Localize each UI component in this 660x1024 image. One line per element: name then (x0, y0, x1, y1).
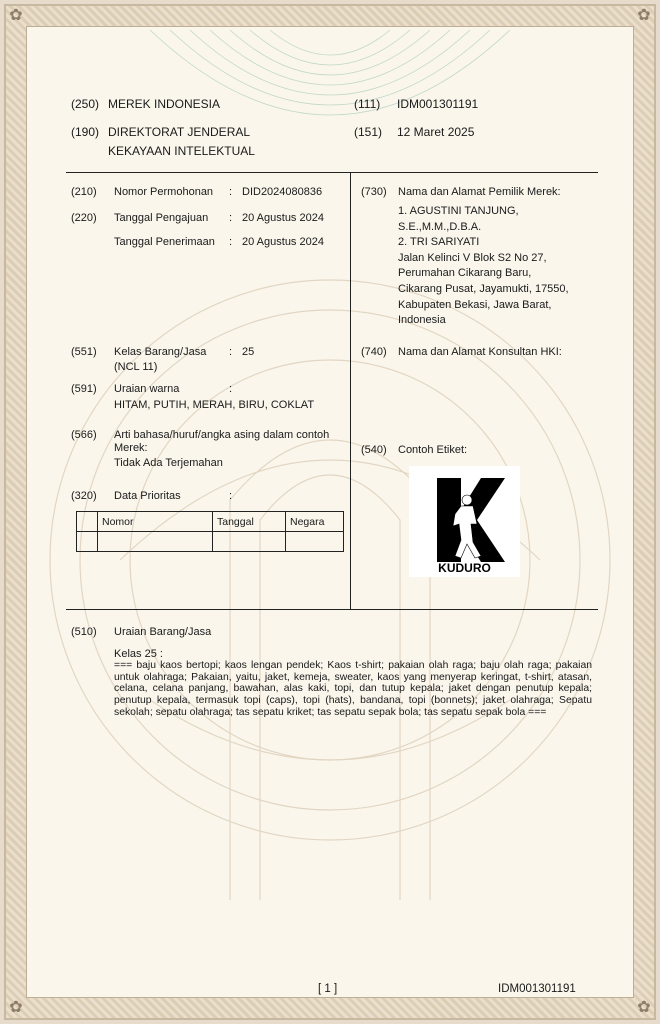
table-header-tanggal: Tanggal (213, 512, 286, 532)
code-730: (730) (361, 186, 387, 198)
code-551: (551) (71, 346, 97, 358)
corner-ornament-icon: ✿ (637, 7, 651, 24)
divider (66, 172, 598, 173)
code-220: (220) (71, 212, 97, 224)
owner-line: Cikarang Pusat, Jayamukti, 17550, (398, 282, 569, 295)
registration-number: IDM001301191 (397, 97, 479, 111)
foreign-meaning-label-2: Merek: (114, 442, 148, 454)
color-value: HITAM, PUTIH, MERAH, BIRU, COKLAT (114, 399, 315, 411)
corner-ornament-icon: ✿ (9, 7, 23, 24)
color-label: Uraian warna (114, 383, 180, 395)
etiket-label: Contoh Etiket: (398, 444, 468, 456)
goods-description: === baju kaos bertopi; kaos lengan pendek; Kaos t-shirt; pakaian olah raga; baju olah raga; pakaian untuk olahraga; Pakaian, yaitu, jaket, kemeja, sweater, kaos yang menyerap keringat, t-shirt, atasan, celana, celana panjang, bawahan, alas kaki, topi, dan tutup kepala; jaket dengan penutup kepala; penutup kepala, termasuk topi (caps), topi (hats), bandana, topi (bonnets); jaket olahraga; Sepatu sekolah; sepatu olahraga; tas sepatu kriket; tas sepatu sepak bola; tas sepatu sepak bola === (114, 660, 592, 718)
table-cell (286, 532, 344, 552)
colon: : (229, 212, 233, 224)
code-190: (190) (71, 125, 100, 139)
table-cell (98, 532, 213, 552)
owner-line: 2. TRI SARIYATI (398, 236, 480, 249)
application-number-label: Nomor Permohonan (114, 186, 214, 198)
owner-line: Indonesia (398, 314, 446, 327)
owner-line: S.E.,M.M.,D.B.A. (398, 220, 482, 233)
code-566: (566) (71, 429, 97, 441)
owner-label: Nama dan Alamat Pemilik Merek: (398, 186, 561, 198)
merek-indonesia-title: MEREK INDONESIA (108, 97, 221, 111)
class-title: Kelas 25 : (114, 648, 163, 660)
code-740: (740) (361, 346, 387, 358)
footer-registration-number: IDM001301191 (498, 983, 576, 995)
goods-label: Uraian Barang/Jasa (114, 626, 212, 638)
ncl-edition: (NCL 11) (114, 361, 158, 373)
table-cell (77, 532, 98, 552)
class-value: 25 (242, 346, 255, 358)
code-320: (320) (71, 490, 97, 502)
receipt-date-label: Tanggal Penerimaan (114, 236, 215, 248)
kuduro-logo-icon (409, 466, 520, 577)
foreign-meaning-value: Tidak Ada Terjemahan (114, 457, 223, 469)
colon: : (229, 346, 233, 358)
registration-date: 12 Maret 2025 (397, 125, 475, 139)
owner-line: Jalan Kelinci V Blok S2 No 27, (398, 251, 547, 264)
code-591: (591) (71, 383, 97, 395)
colon: : (229, 236, 233, 248)
trademark-logo (409, 466, 520, 577)
table-row (77, 532, 344, 552)
code-151: (151) (354, 125, 383, 139)
application-number-value: DID2024080836 (242, 186, 323, 198)
divider (66, 609, 598, 610)
colon: : (229, 490, 233, 502)
page-number: [ 1 ] (318, 983, 338, 995)
owner-line: Kabupaten Bekasi, Jawa Barat, (398, 298, 552, 311)
consultant-label: Nama dan Alamat Konsultan HKI: (398, 346, 562, 358)
table-header-row (77, 512, 344, 532)
filing-date-value: 20 Agustus 2024 (242, 212, 324, 224)
foreign-meaning-label: Arti bahasa/huruf/angka asing dalam contoh (114, 429, 330, 441)
colon: : (229, 186, 233, 198)
corner-ornament-icon: ✿ (637, 999, 651, 1016)
priority-table (76, 511, 344, 552)
priority-label: Data Prioritas (114, 490, 181, 502)
directorate-line-2: KEKAYAAN INTELEKTUAL (108, 144, 255, 158)
class-label: Kelas Barang/Jasa (114, 346, 207, 358)
code-540: (540) (361, 444, 387, 456)
colon: : (229, 383, 233, 395)
owner-line: 1. AGUSTINI TANJUNG, (398, 205, 519, 217)
table-cell (213, 532, 286, 552)
filing-date-label: Tanggal Pengajuan (114, 212, 209, 224)
table-header-nomor: Nomor (98, 512, 213, 532)
code-210: (210) (71, 186, 97, 198)
code-510: (510) (71, 626, 97, 638)
column-divider (350, 172, 351, 609)
code-250: (250) (71, 97, 100, 111)
corner-ornament-icon: ✿ (9, 999, 23, 1016)
code-111: (111) (354, 97, 381, 111)
receipt-date-value: 20 Agustus 2024 (242, 236, 324, 248)
directorate-line-1: DIREKTORAT JENDERAL (108, 125, 251, 139)
owner-line: Perumahan Cikarang Baru, (398, 267, 532, 280)
table-cell (77, 512, 98, 532)
table-header-negara: Negara (286, 512, 344, 532)
logo-text: KUDURO (438, 561, 491, 575)
owner-address (398, 204, 569, 329)
